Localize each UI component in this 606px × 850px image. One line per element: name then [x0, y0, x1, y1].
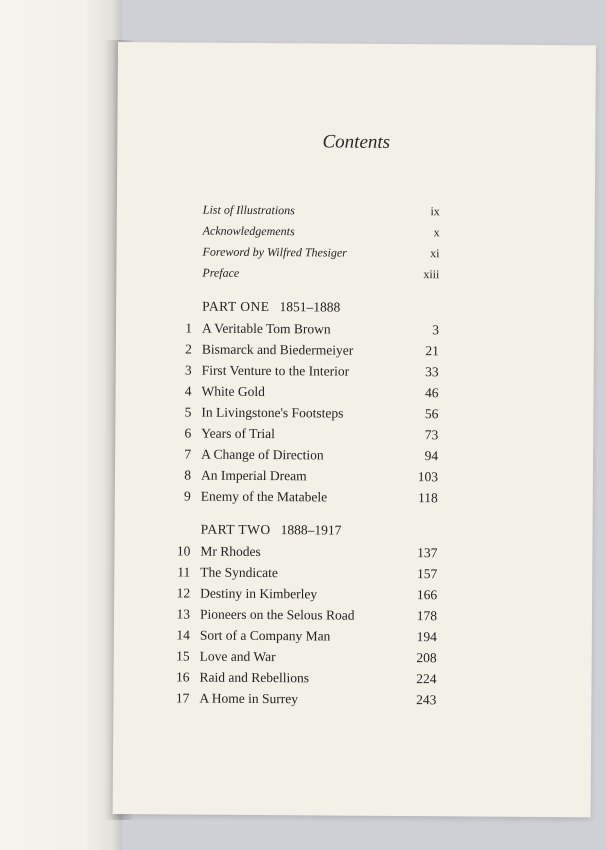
- chapter-page: 94: [424, 448, 439, 464]
- front-matter-row: [117, 202, 595, 225]
- part-years: 1888–1917: [280, 522, 342, 538]
- chapter-row: [114, 627, 592, 650]
- chapter-page: 103: [417, 469, 439, 485]
- chapter-page: 194: [416, 629, 437, 645]
- chapter-title: Sort of a Company Man: [199, 627, 331, 644]
- entry-label: Acknowledgements: [202, 223, 295, 239]
- chapter-page: 73: [424, 427, 439, 443]
- chapter-number: 3: [184, 362, 192, 378]
- chapter-page: 208: [416, 650, 437, 666]
- page-title: Contents: [322, 131, 391, 153]
- chapter-number: 8: [184, 467, 192, 483]
- chapter-title: Mr Rhodes: [200, 543, 261, 560]
- chapter-row: [115, 488, 593, 511]
- chapter-number: 16: [176, 669, 190, 685]
- chapter-title: A Home in Surrey: [199, 690, 299, 707]
- chapter-title: Love and War: [199, 648, 276, 665]
- chapter-title: Years of Trial: [201, 425, 275, 442]
- chapter-page: 137: [417, 545, 438, 561]
- part-one-heading: [202, 299, 340, 316]
- entry-label: List of Illustrations: [202, 202, 295, 218]
- chapter-number: 9: [184, 488, 191, 504]
- chapter-page: 243: [416, 692, 437, 708]
- chapter-page: 3: [432, 322, 440, 338]
- chapter-row: [114, 648, 592, 671]
- chapter-row: [116, 341, 594, 364]
- chapter-number: 13: [176, 606, 191, 622]
- chapter-title: An Imperial Dream: [200, 467, 307, 484]
- chapter-number: 12: [176, 585, 191, 601]
- chapter-page: 46: [425, 385, 439, 401]
- chapter-page: 224: [416, 671, 437, 687]
- chapter-number: 15: [176, 648, 190, 664]
- chapter-page: 21: [425, 343, 439, 359]
- chapter-row: [115, 404, 593, 427]
- front-matter-row: [116, 244, 594, 267]
- chapter-row: [115, 446, 593, 469]
- entry-label: Preface: [202, 265, 240, 280]
- chapter-row: [115, 467, 593, 490]
- chapter-row: [113, 690, 591, 713]
- entry-page: ix: [430, 204, 440, 219]
- entry-label: Foreword by Wilfred Thesiger: [202, 244, 347, 260]
- chapter-title: Pioneers on the Selous Road: [199, 606, 355, 623]
- chapter-row: [116, 362, 594, 385]
- chapter-title: The Syndicate: [200, 564, 278, 581]
- chapter-row: [114, 606, 592, 629]
- part-label: PART ONE: [202, 298, 270, 315]
- chapter-page: 178: [416, 608, 438, 624]
- chapter-row: [114, 564, 592, 587]
- chapter-number: 7: [184, 446, 192, 462]
- chapter-page: 166: [416, 587, 438, 603]
- chapter-title: Bismarck and Biedermeiyer: [201, 341, 354, 358]
- chapter-number: 5: [184, 404, 192, 420]
- chapter-number: 14: [176, 627, 190, 643]
- chapter-row: [115, 425, 593, 448]
- chapter-row: [113, 669, 591, 692]
- chapter-number: 6: [184, 425, 192, 441]
- chapter-page: 157: [416, 566, 438, 582]
- chapter-title: Enemy of the Matabele: [200, 488, 328, 505]
- entry-page: xiii: [423, 267, 440, 282]
- chapter-page: 118: [418, 490, 438, 506]
- chapter-number: 2: [185, 341, 192, 357]
- chapter-row: [114, 543, 592, 566]
- chapter-number: 1: [185, 320, 193, 336]
- chapter-row: [115, 383, 593, 406]
- chapter-title: In Livingstone's Footsteps: [201, 404, 344, 421]
- front-matter-row: [117, 223, 595, 246]
- chapter-title: A Change of Direction: [201, 446, 324, 463]
- chapter-number: 10: [176, 543, 191, 559]
- chapter-title: Raid and Rebellions: [199, 669, 310, 686]
- chapter-number: 11: [177, 564, 191, 580]
- chapter-title: First Venture to the Interior: [201, 362, 350, 379]
- chapter-title: White Gold: [201, 383, 265, 400]
- entry-page: xi: [430, 246, 440, 261]
- chapter-title: Destiny in Kimberley: [200, 585, 318, 602]
- chapter-page: 56: [424, 406, 439, 422]
- chapter-row: [116, 320, 594, 343]
- part-label: PART TWO: [200, 521, 271, 538]
- entry-page: x: [433, 225, 440, 240]
- part-years: 1851–1888: [279, 299, 341, 315]
- chapter-number: 17: [175, 690, 190, 706]
- chapter-page: 33: [425, 364, 439, 380]
- front-matter-row: [116, 265, 594, 288]
- part-two-heading: [201, 522, 342, 539]
- chapter-title: A Veritable Tom Brown: [201, 320, 331, 337]
- chapter-number: 4: [184, 383, 192, 399]
- contents-page: [113, 42, 596, 817]
- chapter-row: [114, 585, 592, 608]
